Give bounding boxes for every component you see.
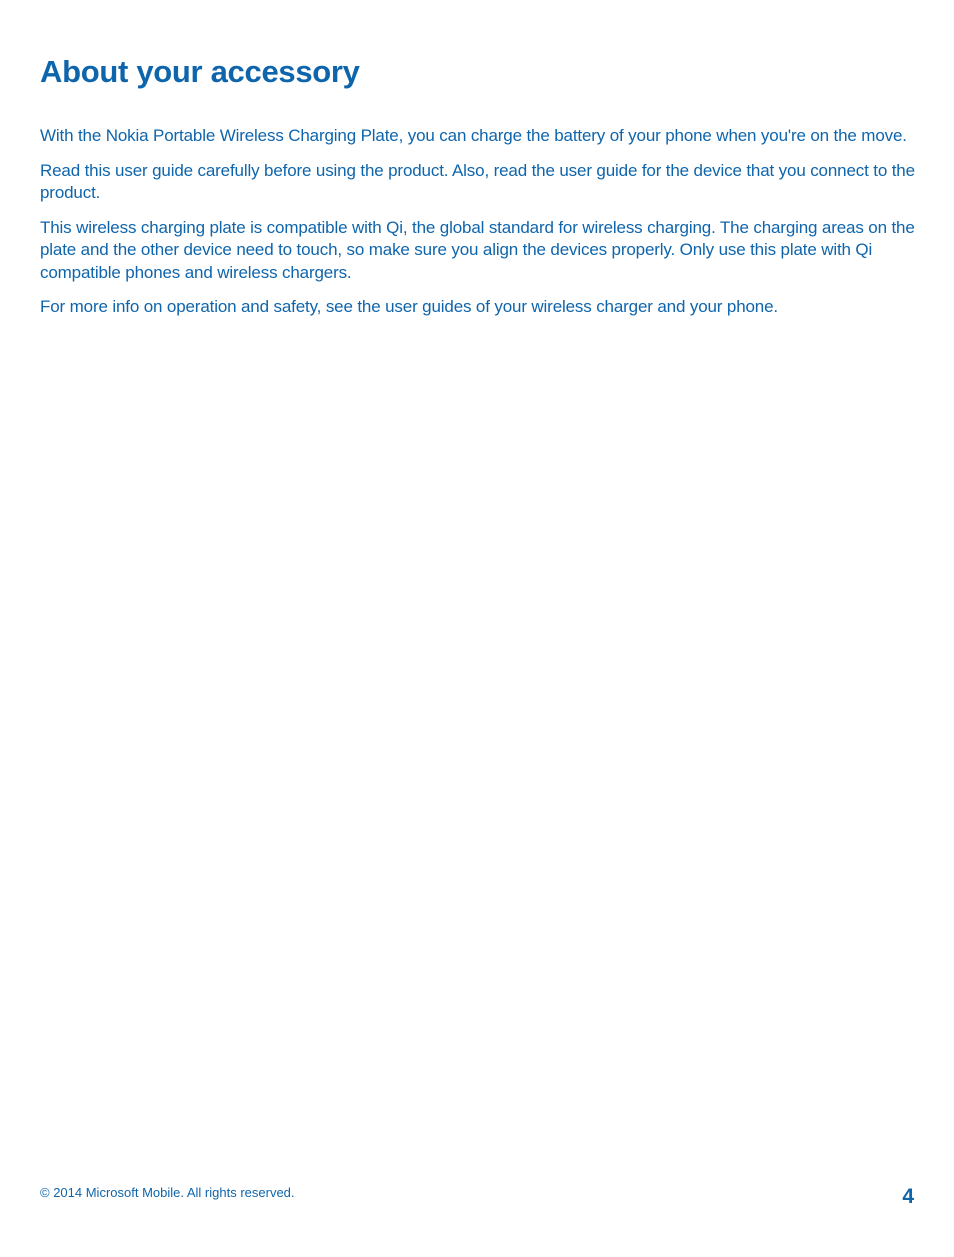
paragraph-qi-compatibility: This wireless charging plate is compatible with Qi, the global standard for wireless charging. The charging areas on the plate and the other device need to touch, so make sure you align the devices properly. Only use this plate with Qi compatible phones and wireless chargers.	[40, 217, 915, 282]
page-number: 4	[902, 1185, 914, 1208]
paragraph-intro: With the Nokia Portable Wireless Charging Plate, you can charge the battery of your phone when you're on the move.	[40, 126, 907, 145]
footer-copyright: © 2014 Microsoft Mobile. All rights reserved.	[40, 1185, 295, 1200]
body-text	[40, 125, 920, 331]
paragraph-more-info: For more info on operation and safety, see the user guides of your wireless charger and your phone.	[40, 297, 778, 316]
page-title: About your accessory	[40, 54, 360, 89]
paragraph-read-guide: Read this user guide carefully before using the product. Also, read the user guide for the device that you connect to the product.	[40, 160, 915, 202]
